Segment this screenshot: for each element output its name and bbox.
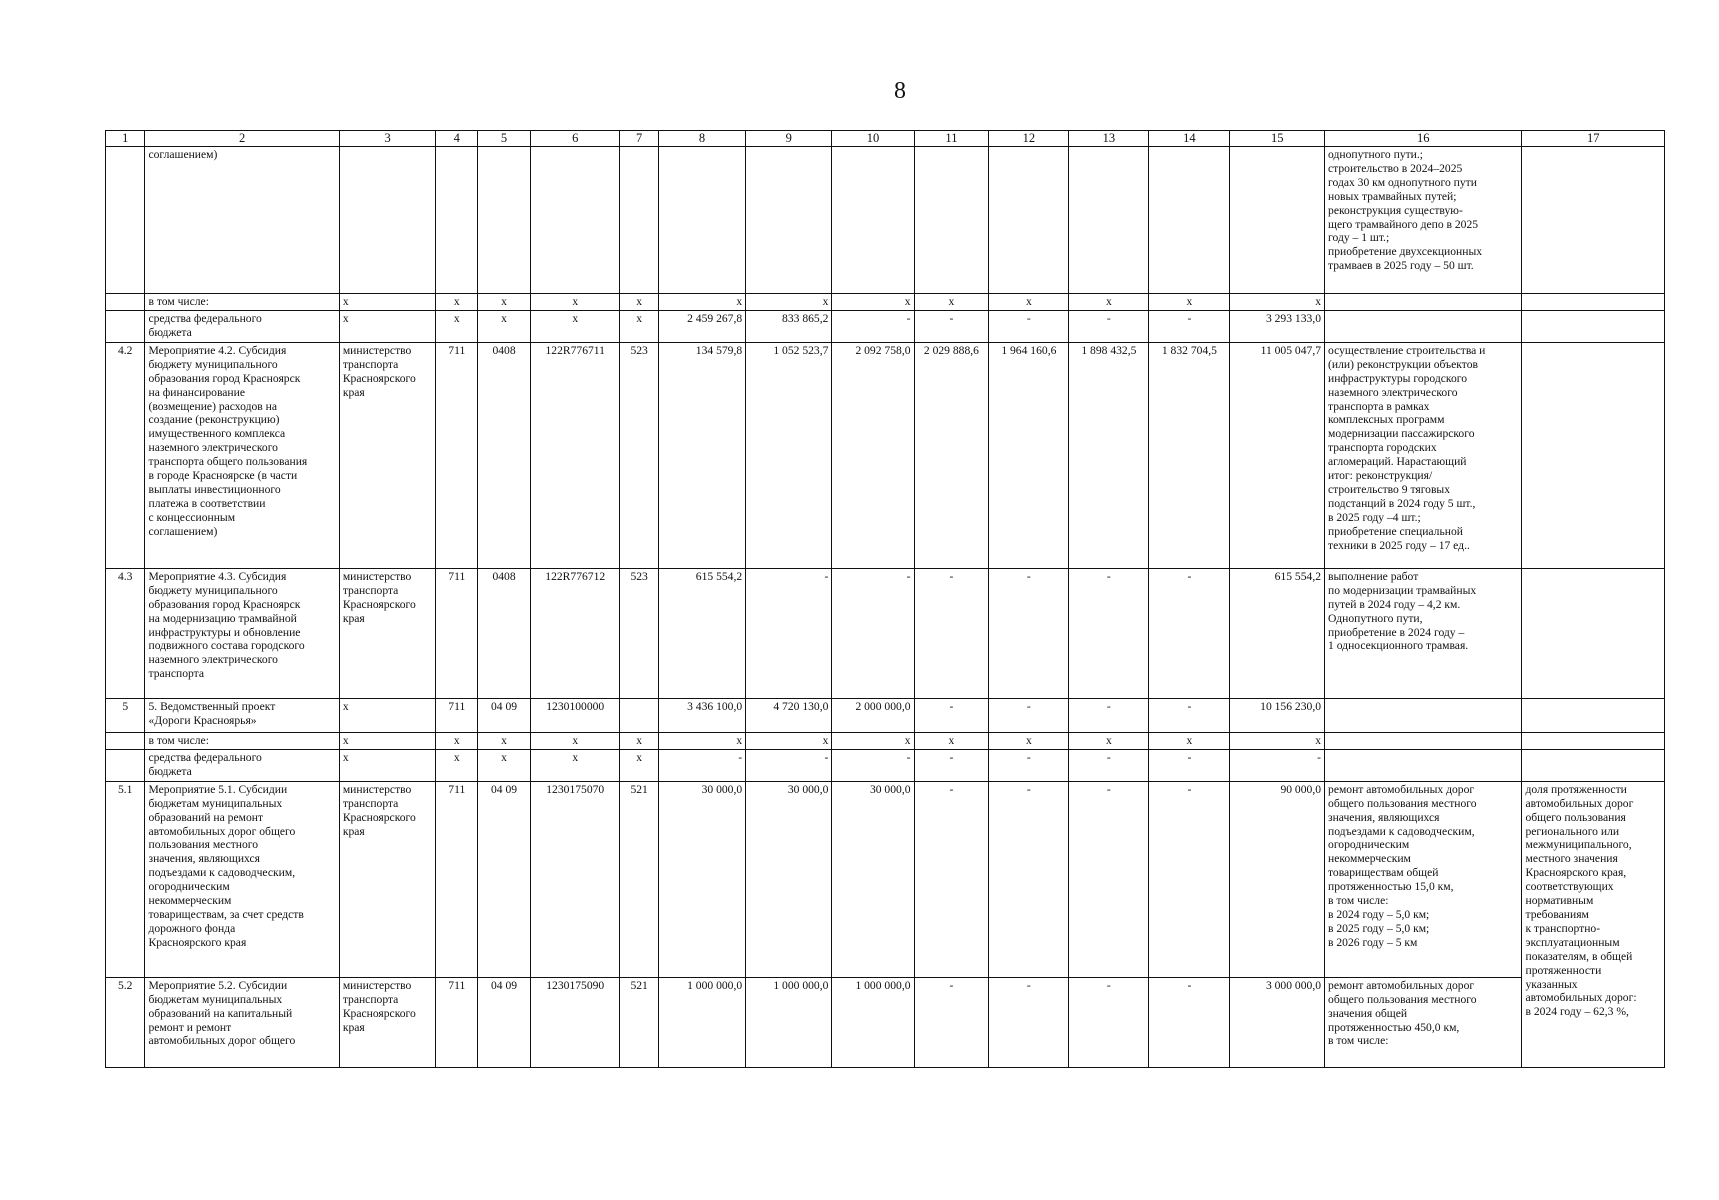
ministry-code: х	[436, 294, 478, 311]
row-number	[106, 749, 145, 781]
expense-type-code: 521	[620, 977, 658, 1067]
amount-col-12: -	[989, 749, 1069, 781]
amount-col-10: х	[832, 294, 914, 311]
amount-col-14: -	[1149, 698, 1230, 732]
expected-result	[1325, 294, 1522, 311]
amount-col-11: х	[914, 732, 989, 749]
row-number: 5	[106, 698, 145, 732]
table-row	[106, 781, 1665, 977]
column-number: 17	[1522, 131, 1665, 147]
ministry-code: 711	[436, 698, 478, 732]
amount-total: 3 293 133,0	[1230, 310, 1325, 342]
amount-col-14: -	[1149, 781, 1230, 977]
amount-col-10	[832, 147, 914, 294]
amount-col-9	[746, 147, 832, 294]
amount-col-10: 2 092 758,0	[832, 342, 914, 568]
amount-col-8	[658, 147, 745, 294]
row-number	[106, 294, 145, 311]
measure-name: 5. Ведомственный проект «Дороги Красноярья»	[145, 698, 339, 732]
expected-result: ремонт автомобильных дорог общего пользования местного значения общей протяженностью 450,0 км, в том числе:	[1325, 977, 1522, 1067]
expense-type-code: 523	[620, 342, 658, 568]
ministry-code: 711	[436, 781, 478, 977]
ministry-code: х	[436, 732, 478, 749]
indicator	[1522, 749, 1665, 781]
row-number	[106, 310, 145, 342]
amount-total: х	[1230, 294, 1325, 311]
amount-total: -	[1230, 749, 1325, 781]
row-number	[106, 147, 145, 294]
expected-result	[1325, 310, 1522, 342]
measure-name: соглашением)	[145, 147, 339, 294]
target-item-code: 1230175090	[531, 977, 620, 1067]
amount-col-12: 1 964 160,6	[989, 342, 1069, 568]
indicator	[1522, 294, 1665, 311]
column-number: 8	[658, 131, 745, 147]
indicator	[1522, 568, 1665, 698]
section-code: х	[478, 310, 531, 342]
page-number: 8	[894, 78, 906, 104]
expense-type-code: 521	[620, 781, 658, 977]
table-row	[106, 568, 1665, 698]
amount-col-13: -	[1069, 977, 1149, 1067]
amount-total: 3 000 000,0	[1230, 977, 1325, 1067]
amount-col-11: -	[914, 977, 989, 1067]
target-item-code	[531, 147, 620, 294]
section-code: х	[478, 294, 531, 311]
expense-type-code: 523	[620, 568, 658, 698]
amount-col-10: -	[832, 310, 914, 342]
amount-col-10: 1 000 000,0	[832, 977, 914, 1067]
column-number: 2	[145, 131, 339, 147]
amount-col-14: х	[1149, 732, 1230, 749]
table-row	[106, 732, 1665, 749]
expected-result	[1325, 749, 1522, 781]
amount-col-8: -	[658, 749, 745, 781]
column-number: 10	[832, 131, 914, 147]
measure-name: Мероприятие 4.3. Субсидия бюджету муниципального образования город Красноярск на модернизацию трамвайной инфраструктуры и обновление подвижного состава городского наземного электрического транспорта	[145, 568, 339, 698]
amount-col-12	[989, 147, 1069, 294]
expense-type-code: х	[620, 749, 658, 781]
amount-col-13	[1069, 147, 1149, 294]
amount-col-11: -	[914, 749, 989, 781]
ministry-code: 711	[436, 568, 478, 698]
amount-col-11	[914, 147, 989, 294]
amount-col-9: 30 000,0	[746, 781, 832, 977]
amount-col-8: х	[658, 732, 745, 749]
executor: х	[339, 310, 436, 342]
table-row	[106, 310, 1665, 342]
amount-col-13: -	[1069, 781, 1149, 977]
target-item-code: 1230100000	[531, 698, 620, 732]
amount-col-13: х	[1069, 294, 1149, 311]
expected-result	[1325, 698, 1522, 732]
executor: министерство транспорта Красноярского края	[339, 977, 436, 1067]
expected-result	[1325, 732, 1522, 749]
column-number: 3	[339, 131, 436, 147]
target-item-code: х	[531, 294, 620, 311]
amount-col-11: -	[914, 568, 989, 698]
section-code: х	[478, 749, 531, 781]
executor: х	[339, 732, 436, 749]
amount-col-8: х	[658, 294, 745, 311]
amount-col-14	[1149, 147, 1230, 294]
amount-total	[1230, 147, 1325, 294]
indicator	[1522, 698, 1665, 732]
table-row	[106, 147, 1665, 294]
executor: министерство транспорта Красноярского края	[339, 342, 436, 568]
column-number: 14	[1149, 131, 1230, 147]
measure-name: средства федерального бюджета	[145, 749, 339, 781]
table-row	[106, 342, 1665, 568]
amount-col-10: 30 000,0	[832, 781, 914, 977]
expected-result: осуществление строительства и (или) реконструкции объектов инфраструктуры городского наземного электрического транспорта в рамках комплексных программ модернизации пассажирского транспорта городских агломераций. Нарастающий итог: реконструкция/ строительство 9 тяговых подстанций в 2024 году 5 шт., в 2025 году –4 шт.; приобретение специальной техники в 2025 году – 17 ед..	[1325, 342, 1522, 568]
amount-col-12: -	[989, 977, 1069, 1067]
expense-type-code	[620, 698, 658, 732]
amount-col-11: -	[914, 698, 989, 732]
column-number: 7	[620, 131, 658, 147]
measure-name: Мероприятие 5.1. Субсидии бюджетам муниципальных образований на ремонт автомобильных дорог общего пользования местного значения, являющихся подъездами к садоводческим, огородническим некоммерческим товариществам, за счет средств дорожного фонда Красноярского края	[145, 781, 339, 977]
amount-col-8: 2 459 267,8	[658, 310, 745, 342]
target-item-code: 122R776712	[531, 568, 620, 698]
column-number: 11	[914, 131, 989, 147]
executor: х	[339, 698, 436, 732]
column-number-row	[106, 131, 1665, 147]
amount-col-10: -	[832, 749, 914, 781]
amount-col-13: -	[1069, 310, 1149, 342]
column-number: 13	[1069, 131, 1149, 147]
amount-total: 11 005 047,7	[1230, 342, 1325, 568]
amount-col-14: -	[1149, 749, 1230, 781]
measure-name: Мероприятие 5.2. Субсидии бюджетам муниципальных образований на капитальный ремонт и ремонт автомобильных дорог общего	[145, 977, 339, 1067]
amount-col-8: 1 000 000,0	[658, 977, 745, 1067]
amount-col-10: 2 000 000,0	[832, 698, 914, 732]
program-table	[105, 130, 1665, 1068]
section-code: 0408	[478, 568, 531, 698]
expected-result: выполнение работ по модернизации трамвайных путей в 2024 году – 4,2 км. Однопутного пути, приобретение в 2024 году – 1 односекционного трамвая.	[1325, 568, 1522, 698]
expected-result: ремонт автомобильных дорог общего пользования местного значения, являющихся подъездами к садоводческим, огородническим некоммерческим товариществам общей протяженностью 15,0 км, в том числе: в 2024 году – 5,0 км; в 2025 году – 5,0 км; в 2026 году – 5 км	[1325, 781, 1522, 977]
amount-col-9: 1 000 000,0	[746, 977, 832, 1067]
executor: х	[339, 749, 436, 781]
amount-col-12: -	[989, 781, 1069, 977]
amount-col-9: х	[746, 732, 832, 749]
table-row	[106, 977, 1665, 1067]
indicator	[1522, 342, 1665, 568]
measure-name: в том числе:	[145, 732, 339, 749]
amount-total: 615 554,2	[1230, 568, 1325, 698]
amount-col-9: х	[746, 294, 832, 311]
amount-col-12: -	[989, 568, 1069, 698]
amount-col-9: -	[746, 568, 832, 698]
amount-col-10: -	[832, 568, 914, 698]
executor: министерство транспорта Красноярского края	[339, 781, 436, 977]
amount-col-13: 1 898 432,5	[1069, 342, 1149, 568]
amount-total: 10 156 230,0	[1230, 698, 1325, 732]
column-number: 4	[436, 131, 478, 147]
ministry-code	[436, 147, 478, 294]
amount-col-12: х	[989, 732, 1069, 749]
amount-col-11: -	[914, 310, 989, 342]
column-number: 15	[1230, 131, 1325, 147]
expected-result: однопутного пути.; строительство в 2024–2025 годах 30 км однопутного пути новых трамвайных путей; реконструкция существую- щего трамвайного депо в 2025 году – 1 шт.; приобретение двухсекционных трамваев в 2025 году – 50 шт.	[1325, 147, 1522, 294]
measure-name: средства федерального бюджета	[145, 310, 339, 342]
executor: министерство транспорта Красноярского края	[339, 568, 436, 698]
amount-col-13: -	[1069, 568, 1149, 698]
ministry-code: 711	[436, 977, 478, 1067]
amount-col-10: х	[832, 732, 914, 749]
row-number: 5.1	[106, 781, 145, 977]
amount-col-12: -	[989, 310, 1069, 342]
column-number: 5	[478, 131, 531, 147]
row-number: 5.2	[106, 977, 145, 1067]
target-item-code: 1230175070	[531, 781, 620, 977]
amount-col-11: 2 029 888,6	[914, 342, 989, 568]
target-item-code: х	[531, 310, 620, 342]
measure-name: в том числе:	[145, 294, 339, 311]
section-code: 0408	[478, 342, 531, 568]
amount-col-14: -	[1149, 977, 1230, 1067]
amount-col-14: х	[1149, 294, 1230, 311]
section-code: 04 09	[478, 977, 531, 1067]
amount-col-11: -	[914, 781, 989, 977]
column-number: 9	[746, 131, 832, 147]
target-item-code: х	[531, 732, 620, 749]
amount-col-8: 615 554,2	[658, 568, 745, 698]
ministry-code: 711	[436, 342, 478, 568]
amount-col-9: -	[746, 749, 832, 781]
amount-col-9: 4 720 130,0	[746, 698, 832, 732]
amount-col-14: -	[1149, 568, 1230, 698]
expense-type-code: х	[620, 310, 658, 342]
section-code: 04 09	[478, 781, 531, 977]
ministry-code: х	[436, 749, 478, 781]
column-number: 12	[989, 131, 1069, 147]
amount-col-14: -	[1149, 310, 1230, 342]
table-row	[106, 698, 1665, 732]
amount-col-14: 1 832 704,5	[1149, 342, 1230, 568]
expense-type-code	[620, 147, 658, 294]
section-code: 04 09	[478, 698, 531, 732]
table-row	[106, 294, 1665, 311]
amount-total: 90 000,0	[1230, 781, 1325, 977]
amount-col-8: 30 000,0	[658, 781, 745, 977]
expense-type-code: х	[620, 294, 658, 311]
row-number: 4.3	[106, 568, 145, 698]
target-item-code: 122R776711	[531, 342, 620, 568]
indicator	[1522, 147, 1665, 294]
section-code	[478, 147, 531, 294]
amount-col-13: х	[1069, 732, 1149, 749]
section-code: х	[478, 732, 531, 749]
row-number	[106, 732, 145, 749]
executor	[339, 147, 436, 294]
column-number: 6	[531, 131, 620, 147]
table-row	[106, 749, 1665, 781]
target-item-code: х	[531, 749, 620, 781]
amount-col-12: х	[989, 294, 1069, 311]
amount-col-8: 134 579,8	[658, 342, 745, 568]
amount-col-9: 1 052 523,7	[746, 342, 832, 568]
expense-type-code: х	[620, 732, 658, 749]
amount-total: х	[1230, 732, 1325, 749]
column-number: 1	[106, 131, 145, 147]
amount-col-12: -	[989, 698, 1069, 732]
amount-col-9: 833 865,2	[746, 310, 832, 342]
amount-col-13: -	[1069, 749, 1149, 781]
amount-col-8: 3 436 100,0	[658, 698, 745, 732]
row-number: 4.2	[106, 342, 145, 568]
executor: х	[339, 294, 436, 311]
ministry-code: х	[436, 310, 478, 342]
indicator: доля протяженности автомобильных дорог общего пользования регионального или межмуниципального, местного значения Красноярского края, соответствующих нормативным требованиям к транспортно- эксплуатационным показателям, в общей протяженности указанных автомобильных дорог: в 2024 году – 62,3 %,	[1522, 781, 1665, 1067]
measure-name: Мероприятие 4.2. Субсидия бюджету муниципального образования город Красноярск на финансирование (возмещение) расходов на создание (реконструкцию) имущественного комплекса наземного электрического транспорта общего пользования в городе Красноярске (в части выплаты инвестиционного платежа в соответствии с концессионным соглашением)	[145, 342, 339, 568]
column-number: 16	[1325, 131, 1522, 147]
amount-col-13: -	[1069, 698, 1149, 732]
indicator	[1522, 732, 1665, 749]
amount-col-11: х	[914, 294, 989, 311]
indicator	[1522, 310, 1665, 342]
